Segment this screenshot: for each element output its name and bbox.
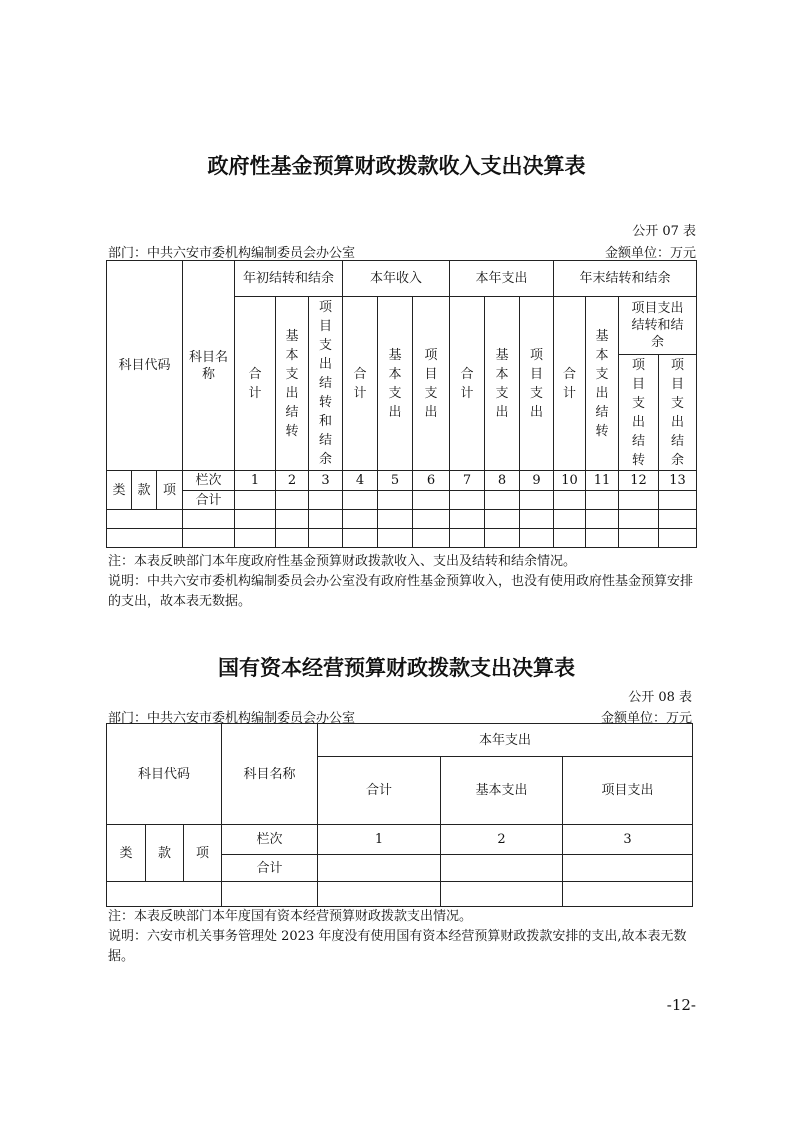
table1-unit: 金额单位：万元 [604,246,696,261]
table2-note: 注：本表反映部门本年度国有资本经营预算财政拨款支出情况。 [108,909,473,924]
table-row [107,510,697,529]
header-opening-project-carry-balance: 项目支出结转和结余 [318,300,332,467]
table1-note: 注：本表反映部门本年度政府性基金预算财政拨款收入、支出及结转和结余情况。 [108,554,577,569]
table-row [107,491,697,510]
header-kuan: 款 [132,471,157,510]
header-subject-code: 科目代码 [107,261,183,471]
header-lei: 类 [107,471,132,510]
column-number: 5 [378,471,413,491]
header-expense-total: 合计 [318,757,441,825]
table2-title: 国有资本经营预算财政拨款支出决算表 [218,656,575,680]
header-closing-basic-carry: 基本支出结转 [595,328,609,439]
header-expense-basic: 基本支出 [441,757,563,825]
header-year-expense: 本年支出 [318,724,693,757]
header-opening-balance: 年初结转和结余 [235,261,343,297]
header-expense-basic: 基本支出 [495,347,509,420]
column-number: 6 [413,471,450,491]
header-row-index: 栏次 [222,825,318,855]
column-number: 10 [554,471,586,491]
column-number: 9 [520,471,554,491]
sum-label: 合计 [222,855,318,882]
column-number: 13 [659,471,697,491]
header-expense-project: 项目支出 [529,347,543,420]
header-closing-total: 合计 [562,366,576,401]
column-number: 2 [276,471,309,491]
header-lei: 类 [107,825,146,882]
column-number: 4 [343,471,378,491]
sum-label: 合计 [183,491,235,510]
table2-unit: 金额单位：万元 [600,711,692,726]
column-number: 3 [563,825,693,855]
column-number: 7 [450,471,485,491]
header-subject-name: 科目名称 [222,724,318,825]
table1-title: 政府性基金预算财政拨款收入支出决算表 [207,154,586,178]
header-income-total: 合计 [353,366,367,401]
table2 [106,723,693,907]
page-number: -12- [666,996,696,1014]
header-closing-project-carry: 项目支出结转 [631,357,645,468]
table1-code: 公开 07 表 [632,224,696,239]
header-closing-project-balance: 项目支出结余 [670,357,684,468]
header-opening-total: 合计 [248,366,262,401]
header-income-project: 项目支出 [424,347,438,420]
table1-explanation: 说明：中共六安市委机构编制委员会办公室没有政府性基金预算收入，也没有使用政府性基金预算安排的支出，故本表无数据。 [108,574,694,609]
column-number: 11 [586,471,619,491]
table2-explanation: 说明：六安市机关事务管理处 2023 年度没有使用国有资本经营预算财政拨款安排的支出,故本表无数据。 [108,929,687,964]
header-income-basic: 基本支出 [388,347,402,420]
header-xiang: 项 [184,825,222,882]
header-expense-total: 合计 [460,366,474,401]
header-subject-name: 科目名称 [183,261,235,471]
header-opening-basic-carry: 基本支出结转 [285,328,299,439]
header-subject-code: 科目代码 [107,724,222,825]
table-row [107,529,697,548]
column-number: 2 [441,825,563,855]
column-number: 3 [309,471,343,491]
table2-department: 部门：中共六安市委机构编制委员会办公室 [108,711,356,726]
column-number: 1 [235,471,276,491]
header-year-income: 本年收入 [343,261,450,297]
table1 [106,260,697,548]
header-row-index: 栏次 [183,471,235,491]
header-closing-balance: 年末结转和结余 [554,261,697,297]
table-row [107,882,693,907]
table1-department: 部门：中共六安市委机构编制委员会办公室 [108,246,356,261]
header-closing-project-carry-balance: 项目支出结转和结余 [619,297,697,355]
header-year-expense: 本年支出 [450,261,554,297]
header-xiang: 项 [157,471,183,510]
header-kuan: 款 [146,825,184,882]
column-number: 1 [318,825,441,855]
column-number: 12 [619,471,659,491]
header-expense-project: 项目支出 [563,757,693,825]
table2-code: 公开 08 表 [628,690,692,705]
column-number: 8 [485,471,520,491]
